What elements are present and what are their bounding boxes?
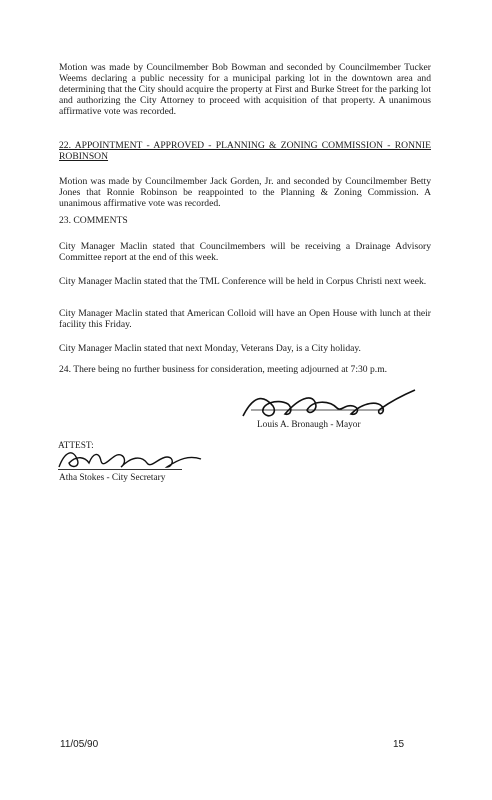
item-23-heading: 23. COMMENTS	[59, 215, 128, 226]
paragraph-appointment-motion: Motion was made by Councilmember Jack Gorden, Jr. and seconded by Councilmember Betty Jones that Ronnie Robinson be reappointed to the Planning & Zoning Commission. A unanimous affirmative vote was recorded.	[59, 176, 431, 210]
secretary-signature-line	[58, 469, 182, 470]
footer-date: 11/05/90	[60, 739, 99, 750]
mayor-name: Louis A. Bronaugh - Mayor	[257, 420, 361, 430]
comment-veterans-day: City Manager Maclin stated that next Monday, Veterans Day, is a City holiday.	[59, 343, 361, 354]
secretary-name: Atha Stokes - City Secretary	[59, 473, 166, 483]
comment-drainage-report: City Manager Maclin stated that Councilmembers will be receiving a Drainage Advisory Committee report at the end of this week.	[59, 241, 431, 264]
comment-tml-conference: City Manager Maclin stated that the TML Conference will be held in Corpus Christi next week.	[59, 276, 427, 287]
comment-open-house: City Manager Maclin stated that American Colloid will have an Open House with lunch at their facility this Friday.	[59, 308, 431, 331]
page-number: 15	[393, 739, 405, 750]
item-22-heading: 22. APPOINTMENT - APPROVED - PLANNING & ZONING COMMISSION - RONNIE ROBINSON	[59, 140, 431, 163]
attest-label: ATTEST:	[58, 441, 94, 451]
paragraph-parking-motion: Motion was made by Councilmember Bob Bowman and seconded by Councilmember Tucker Weems declaring a public necessity for a municipal parking lot in the downtown area and determining that the City should acquire the property at First and Burke Street for the parking lot and authorizing the City Attorney to proceed with acquisition of that property. A unanimous affirmative vote was recorded.	[59, 62, 431, 118]
item-24-adjournment: 24. There being no further business for consideration, meeting adjourned at 7:30 p.m.	[59, 364, 388, 375]
